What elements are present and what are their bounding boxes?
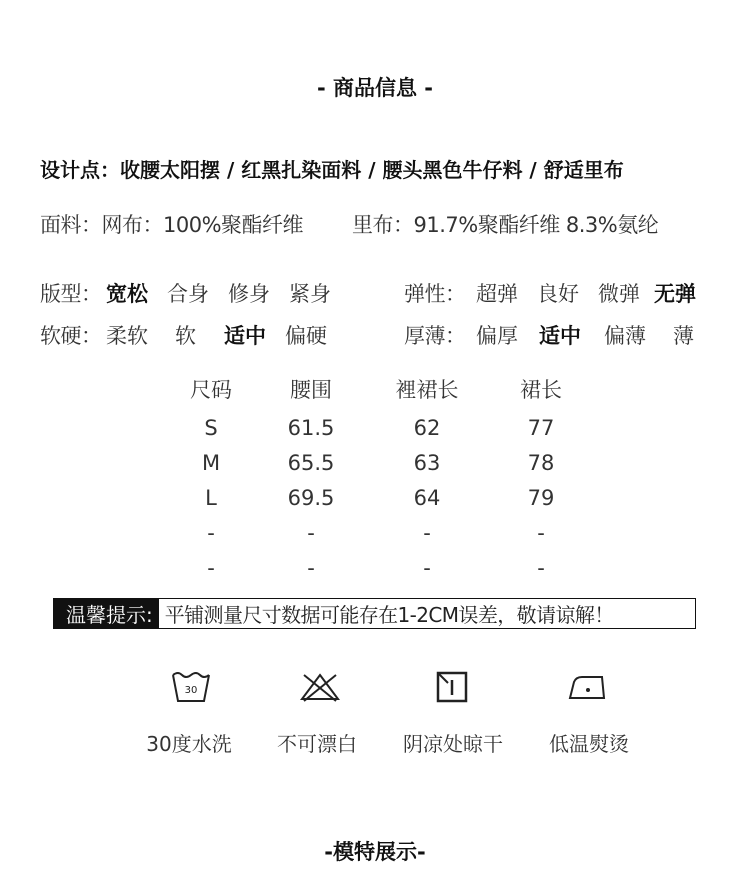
fit-option-tight: 紧身	[289, 282, 331, 306]
table-cell: -	[423, 521, 431, 545]
softness-option-soft2: 软	[175, 324, 196, 348]
table-cell: L	[205, 486, 217, 510]
wash-30-icon	[170, 668, 212, 704]
table-cell: -	[307, 556, 315, 580]
thickness-option-thinnish: 偏薄	[604, 324, 646, 348]
fit-option-loose: 宽松	[106, 282, 148, 306]
wash-temperature-text: 30	[184, 685, 198, 696]
notice-text: 平铺测量尺寸数据可能存在1-2CM误差，敬请谅解！	[164, 603, 614, 627]
size-table-header-skirt-length: 裙长	[520, 378, 562, 402]
fabric-main: 面料：网布：100%聚酯纤维	[40, 213, 304, 237]
elasticity-label: 弹性：	[404, 282, 466, 306]
table-cell: -	[537, 556, 545, 580]
thickness-option-medium: 适中	[539, 324, 581, 348]
softness-label: 软硬：	[40, 324, 102, 348]
softness-option-stiff: 偏硬	[285, 324, 327, 348]
table-cell: -	[307, 521, 315, 545]
table-cell: 65.5	[287, 451, 335, 475]
table-cell: 62	[413, 416, 441, 440]
size-table-header-size: 尺码	[190, 378, 232, 402]
table-cell: 78	[527, 451, 555, 475]
design-points: 设计点：收腰太阳摆 / 红黑扎染面料 / 腰头黑色牛仔料 / 舒适里布	[40, 158, 624, 182]
thickness-option-thin: 薄	[673, 324, 694, 348]
elasticity-option-good: 良好	[537, 282, 579, 306]
table-cell: -	[207, 556, 215, 580]
thickness-label: 厚薄：	[404, 324, 466, 348]
table-cell: -	[423, 556, 431, 580]
table-cell: 63	[413, 451, 441, 475]
table-cell: -	[207, 521, 215, 545]
care-label-wash: 30度水洗	[146, 732, 232, 756]
elasticity-option-slight: 微弹	[598, 282, 640, 306]
table-cell: -	[537, 521, 545, 545]
care-label-no-bleach: 不可漂白	[277, 732, 357, 756]
measurement-notice	[53, 598, 696, 629]
notice-label: 温馨提示:	[54, 599, 159, 628]
table-cell: 77	[527, 416, 555, 440]
care-label-shade-dry: 阴凉处晾干	[403, 732, 503, 756]
elasticity-option-super: 超弹	[476, 282, 518, 306]
table-cell: 64	[413, 486, 441, 510]
size-table-header-waist: 腰围	[290, 378, 332, 402]
table-cell: M	[201, 451, 221, 475]
fit-option-slim: 修身	[228, 282, 270, 306]
model-section-title: -模特展示-	[324, 840, 426, 864]
shade-dry-icon	[434, 670, 470, 704]
table-cell: 79	[527, 486, 555, 510]
fit-option-regular: 合身	[167, 282, 209, 306]
no-bleach-icon	[298, 671, 342, 703]
table-cell: 61.5	[287, 416, 335, 440]
thickness-option-thick: 偏厚	[476, 324, 518, 348]
low-iron-icon	[566, 672, 608, 702]
section-title: - 商品信息 -	[316, 76, 434, 100]
softness-option-soft: 柔软	[106, 324, 148, 348]
fit-label: 版型：	[40, 282, 102, 306]
care-label-low-iron: 低温熨烫	[549, 732, 629, 756]
fabric-lining: 里布：91.7%聚酯纤维 8.3%氨纶	[352, 213, 659, 237]
size-table-header-lining-length: 裡裙长	[395, 378, 459, 402]
table-cell: 69.5	[287, 486, 335, 510]
elasticity-option-none: 无弹	[654, 282, 696, 306]
softness-option-medium: 适中	[224, 324, 266, 348]
table-cell: S	[204, 416, 218, 440]
